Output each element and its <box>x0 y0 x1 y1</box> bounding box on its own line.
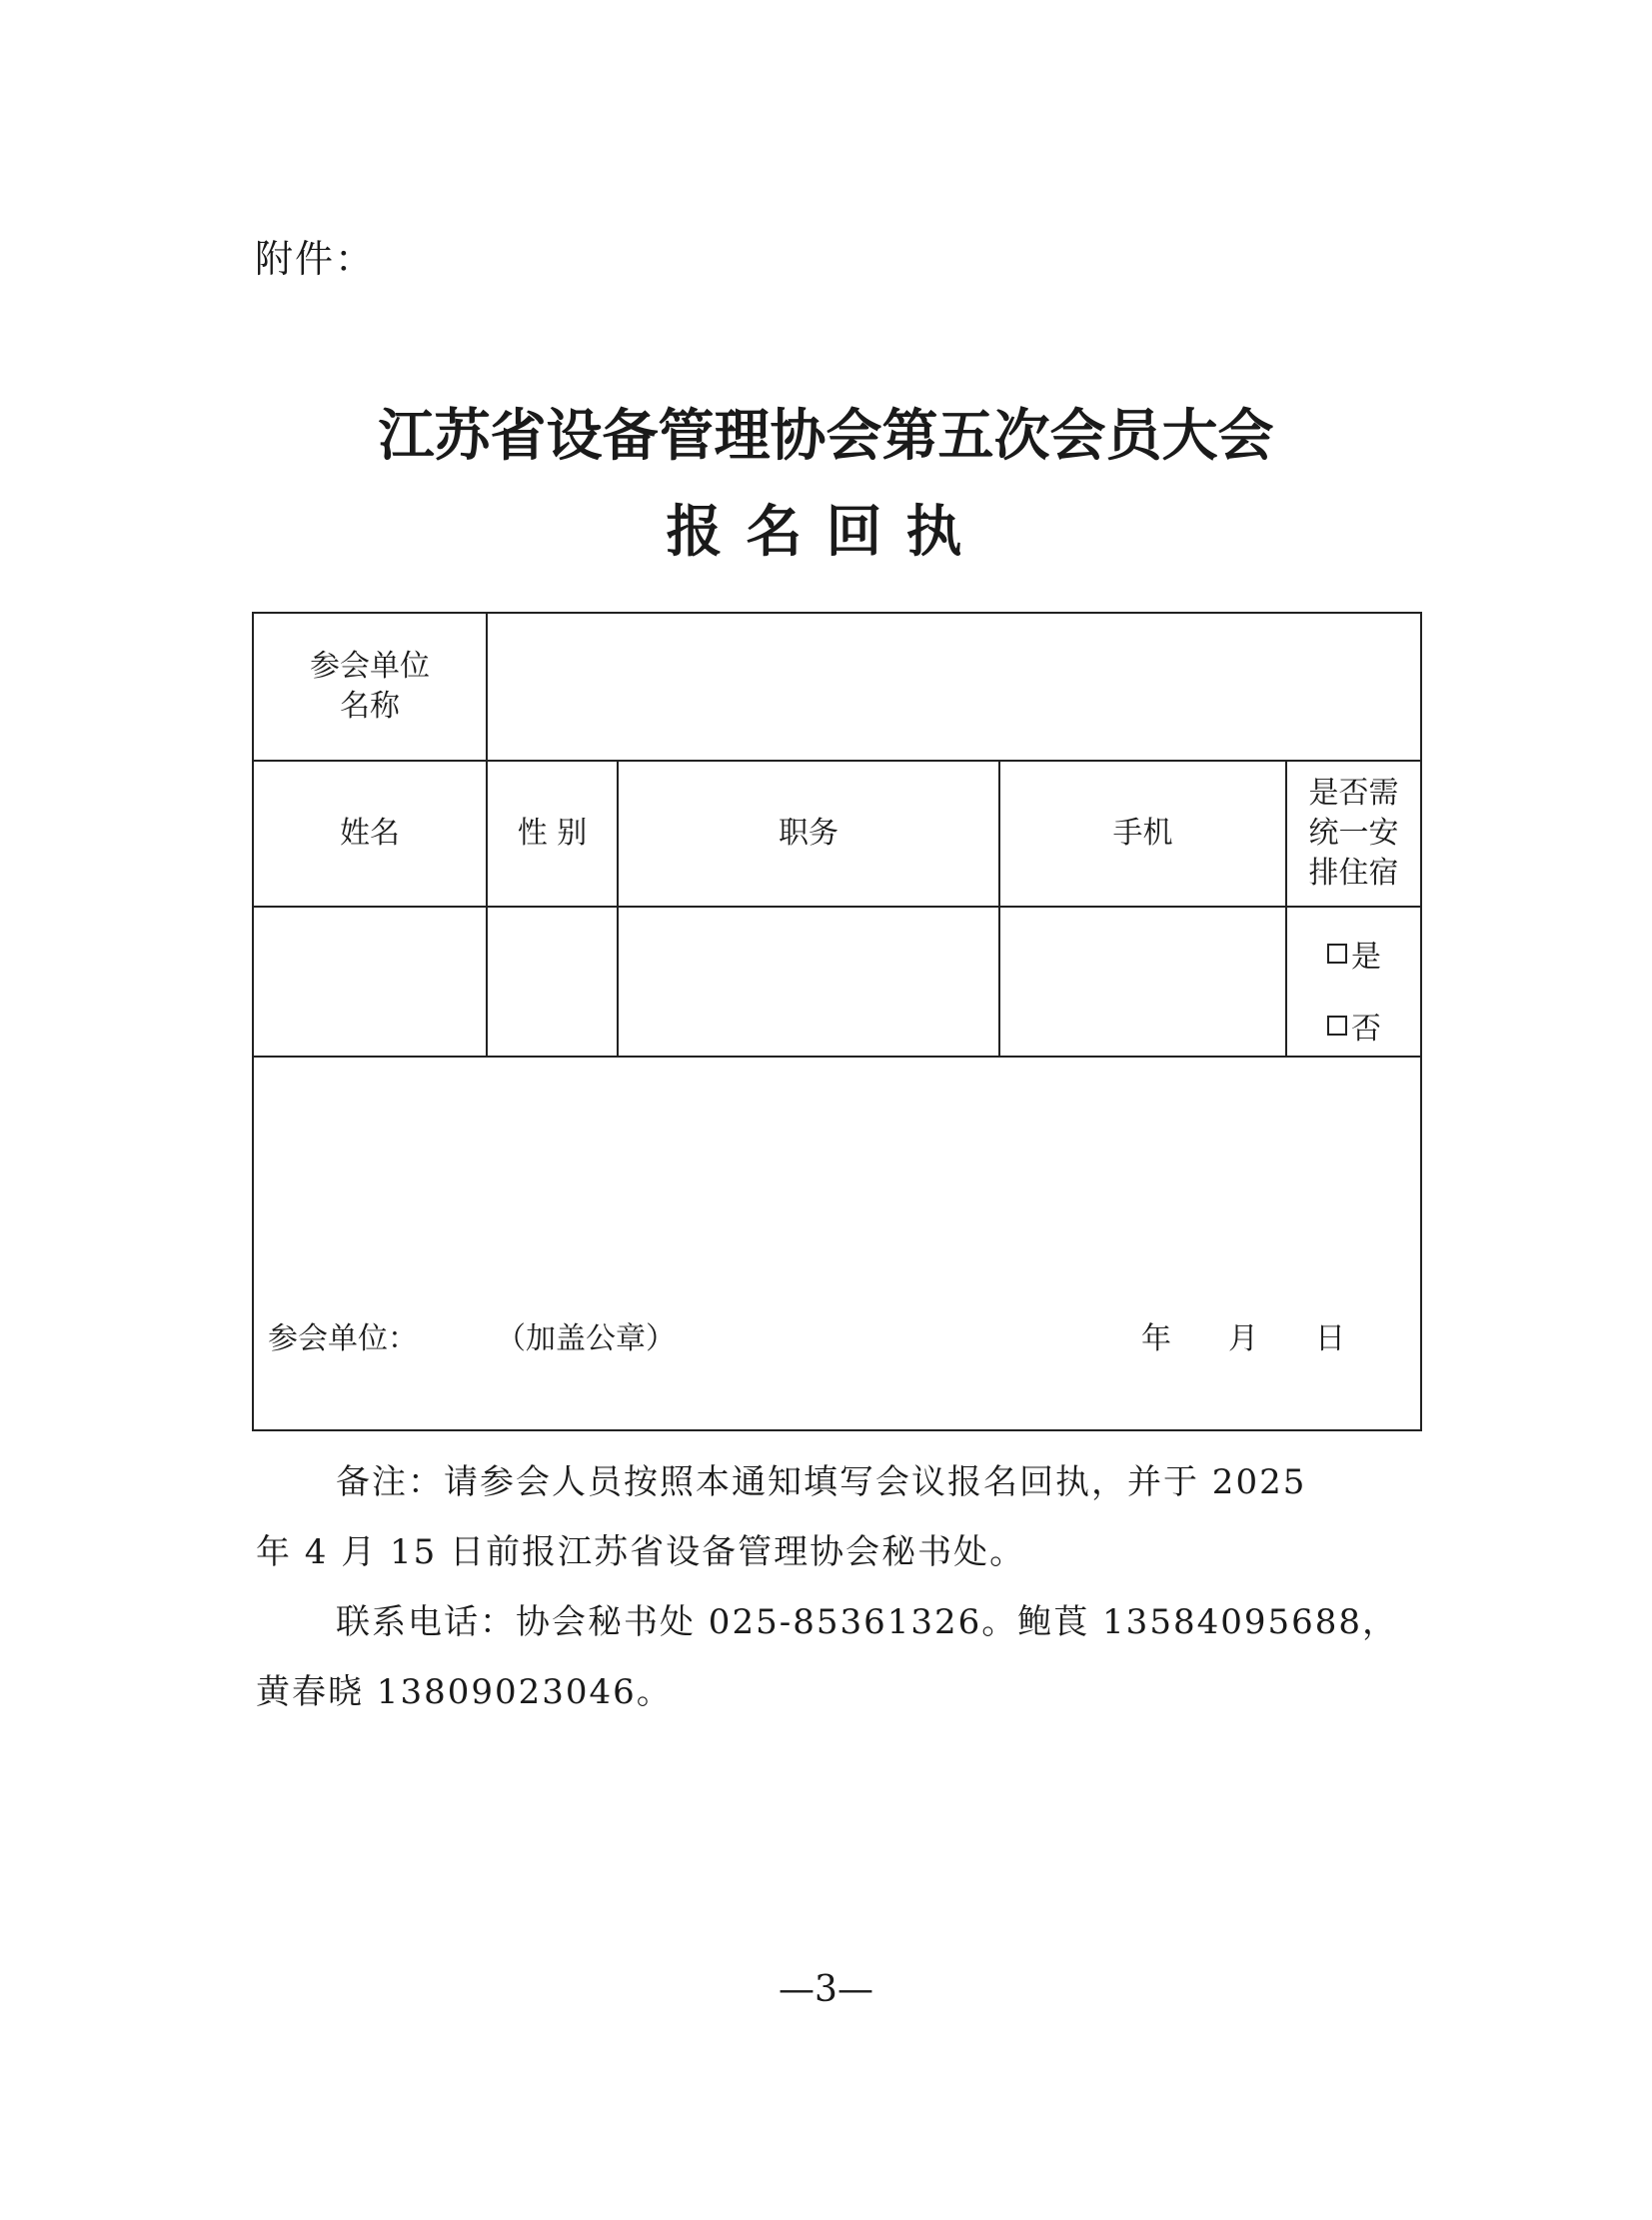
org-name-label-line1: 参会单位 <box>310 649 430 684</box>
header-name: 姓名 <box>340 816 400 851</box>
org-name-field[interactable] <box>488 614 1420 760</box>
name-field[interactable] <box>254 908 486 1056</box>
registration-form <box>252 612 1422 1431</box>
attachment-label: 附件： <box>255 237 376 281</box>
page-number: —3— <box>779 1969 873 2010</box>
header-lodging-line1: 是否需 <box>1308 776 1399 811</box>
day-label: 日 <box>1315 1321 1345 1356</box>
position-field[interactable] <box>619 908 998 1056</box>
signature-org-label: 参会单位： <box>268 1321 418 1356</box>
lodging-options <box>1287 908 1420 1056</box>
lodging-yes-label: 是 <box>1351 940 1381 975</box>
seal-label: （加盖公章） <box>496 1321 676 1356</box>
year-label: 年 <box>1141 1321 1171 1356</box>
header-gender: 性 别 <box>517 816 588 851</box>
notes-line1: 备注：请参会人员按照本通知填写会议报名回执，并于 2025 <box>336 1462 1307 1502</box>
header-lodging <box>1287 762 1420 906</box>
lodging-no-label: 否 <box>1351 1012 1381 1047</box>
checkbox-icon[interactable] <box>1327 944 1347 964</box>
gender-field[interactable] <box>488 908 617 1056</box>
notes-line2: 年 4 月 15 日前报江苏省设备管理协会秘书处。 <box>256 1532 1026 1572</box>
header-lodging-line2: 统一安 <box>1308 816 1399 851</box>
row-divider <box>254 1056 1420 1058</box>
month-label: 月 <box>1228 1321 1258 1356</box>
org-name-label-line2: 名称 <box>340 689 400 724</box>
header-position: 职务 <box>779 816 838 851</box>
document-subtitle: 报名回执 <box>666 500 986 565</box>
header-lodging-line3: 排住宿 <box>1308 856 1399 891</box>
phone-field[interactable] <box>1000 908 1285 1056</box>
lodging-yes-option[interactable] <box>1327 932 1381 976</box>
org-name-label <box>254 614 486 760</box>
checkbox-icon[interactable] <box>1327 1016 1347 1036</box>
lodging-no-option[interactable] <box>1327 1004 1381 1048</box>
header-phone: 手机 <box>1112 816 1173 851</box>
notes-line4: 黄春晓 13809023046。 <box>256 1672 673 1712</box>
notes-section <box>256 1447 1425 1727</box>
document-title: 江苏省设备管理协会第五次会员大会 <box>378 404 1274 469</box>
notes-line3: 联系电话：协会秘书处 025-85361326。鲍莨 13584095688， <box>336 1602 1399 1642</box>
